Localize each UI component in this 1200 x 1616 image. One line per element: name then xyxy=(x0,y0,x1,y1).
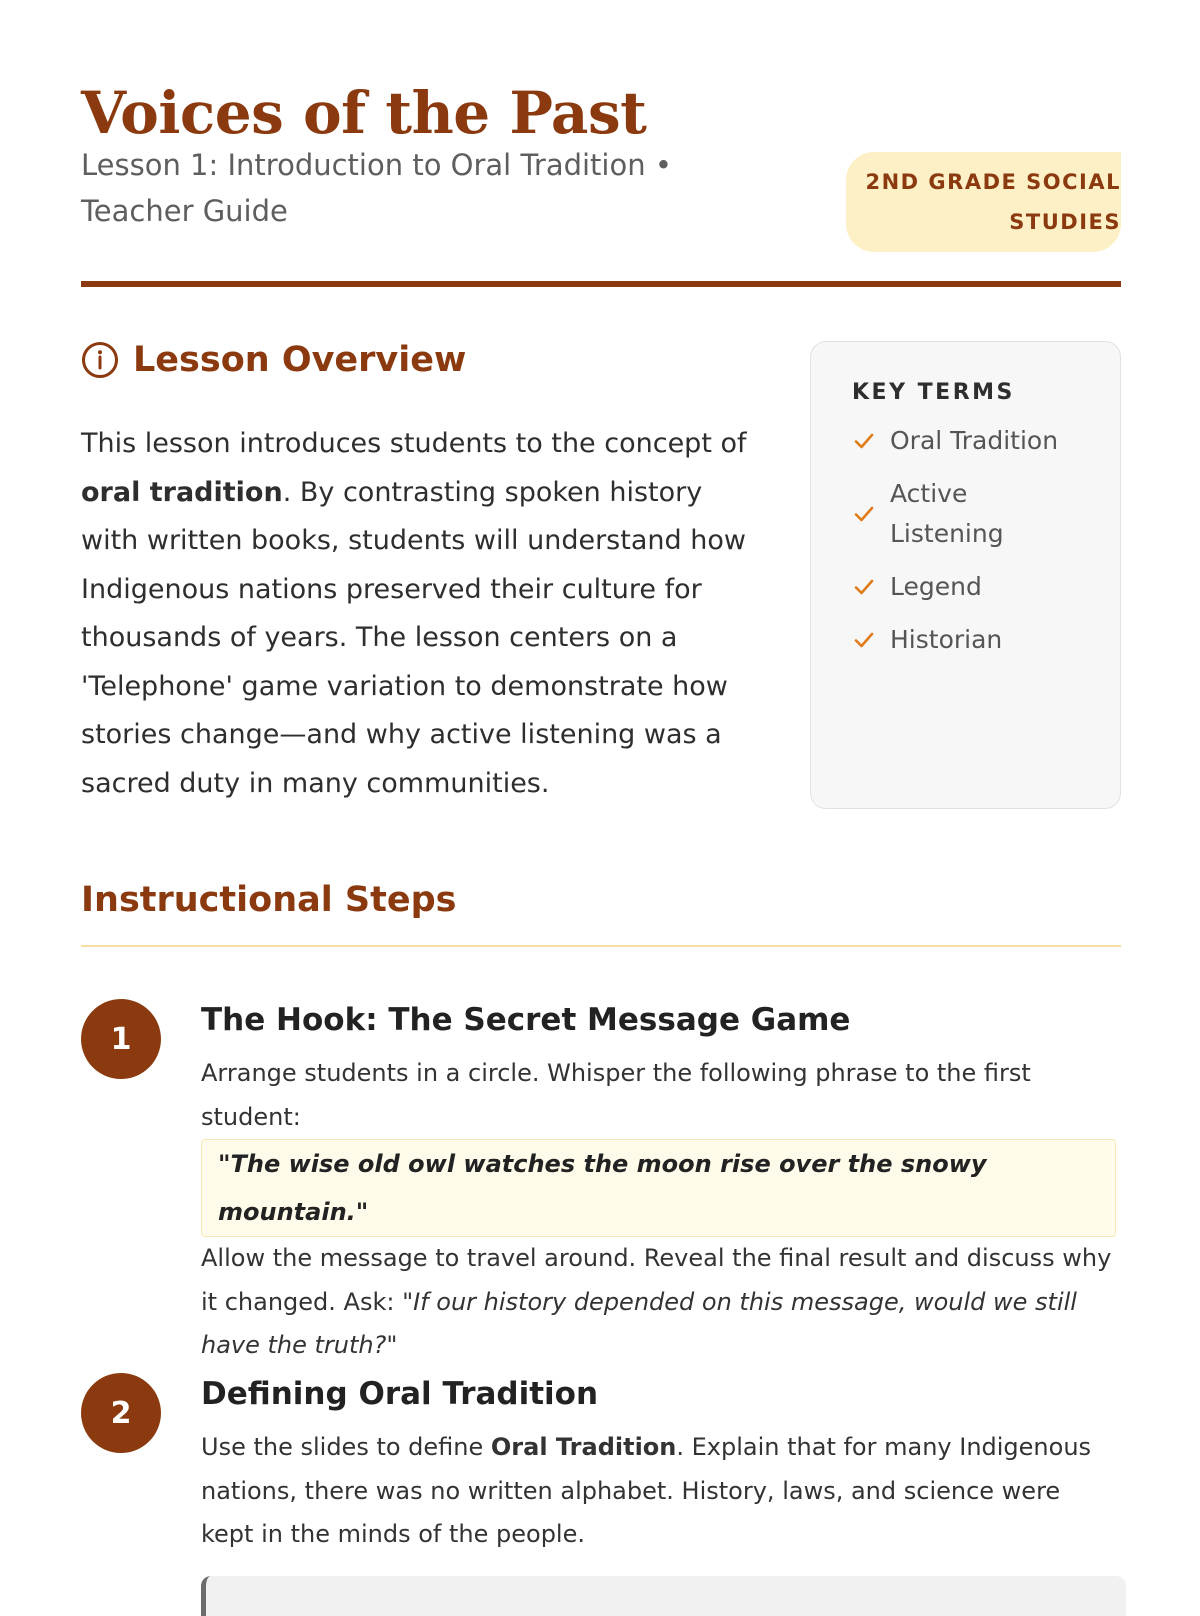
check-icon xyxy=(852,502,876,526)
key-term-item xyxy=(852,567,1120,607)
grade-badge xyxy=(846,152,1121,252)
overview-heading-text: Lesson Overview xyxy=(133,340,467,380)
steps-divider xyxy=(81,945,1121,947)
lesson-page xyxy=(81,0,1121,1548)
key-term-label: Historian xyxy=(890,625,1003,654)
step-intro: Arrange students in a circle. Whisper the following phrase to the first student: xyxy=(201,1059,1031,1131)
overview-text-end: . By contrasting spoken history with written books, students will understand how Indigenous nations preserved their culture for thousands of years. The lesson centers on a 'Telephone' game variation to demonstrate how stories change—and why active listening was a sacred duty in many communities. xyxy=(81,476,746,799)
key-term-label: Active Listening xyxy=(890,479,1004,548)
overview-heading xyxy=(81,340,466,380)
step-question: "If our history depended on this message, would we still have the truth?" xyxy=(201,1287,1077,1359)
step-heading: The Hook: The Secret Message Game xyxy=(201,1002,851,1038)
header-divider xyxy=(81,281,1121,287)
page-title: Voices of the Past xyxy=(81,79,647,147)
check-icon xyxy=(852,575,876,599)
step-followup-text: Allow the message to travel around. Reveal the final result and discuss why it changed. Ask: xyxy=(201,1244,1112,1316)
key-term-label: Oral Tradition xyxy=(890,426,1059,455)
slide-note-box xyxy=(201,1576,1126,1616)
grade-badge-label: 2ND GRADE SOCIAL STUDIES xyxy=(865,170,1121,234)
step-heading: Defining Oral Tradition xyxy=(201,1376,599,1412)
check-icon xyxy=(852,628,876,652)
step-description xyxy=(201,1426,1116,1557)
steps-heading: Instructional Steps xyxy=(81,880,457,920)
step-followup xyxy=(201,1237,1116,1368)
overview-text-start: This lesson introduces students to the concept of xyxy=(81,428,747,459)
step-text-end: . Explain that for many Indigenous nations, there was no written alphabet. History, laws, and science were kept in the minds of the people. xyxy=(201,1433,1092,1548)
step-number-badge: 1 xyxy=(81,999,161,1079)
step-text-bold: Oral Tradition xyxy=(490,1433,677,1461)
page-subtitle: Lesson 1: Introduction to Oral Tradition • Teacher Guide xyxy=(81,148,672,228)
step-text-start: Use the slides to define xyxy=(201,1433,491,1461)
secret-message-quote: "The wise old owl watches the moon rise over the snowy mountain." xyxy=(201,1139,1116,1237)
page-header xyxy=(81,0,1121,283)
check-icon xyxy=(852,429,876,453)
key-terms-heading: KEY TERMS xyxy=(852,380,1015,405)
key-term-item xyxy=(852,421,1120,461)
key-terms-panel xyxy=(810,341,1121,809)
key-term-item xyxy=(852,474,1120,554)
overview-paragraph xyxy=(81,420,751,808)
step-body xyxy=(201,1000,1116,1368)
overview-text-bold: oral tradition xyxy=(81,476,283,508)
key-terms-list xyxy=(852,421,1120,660)
step-body xyxy=(201,1374,1116,1557)
key-term-label: Legend xyxy=(890,572,982,601)
info-icon xyxy=(81,341,119,379)
step-number-badge: 2 xyxy=(81,1373,161,1453)
key-term-item xyxy=(852,620,1120,660)
